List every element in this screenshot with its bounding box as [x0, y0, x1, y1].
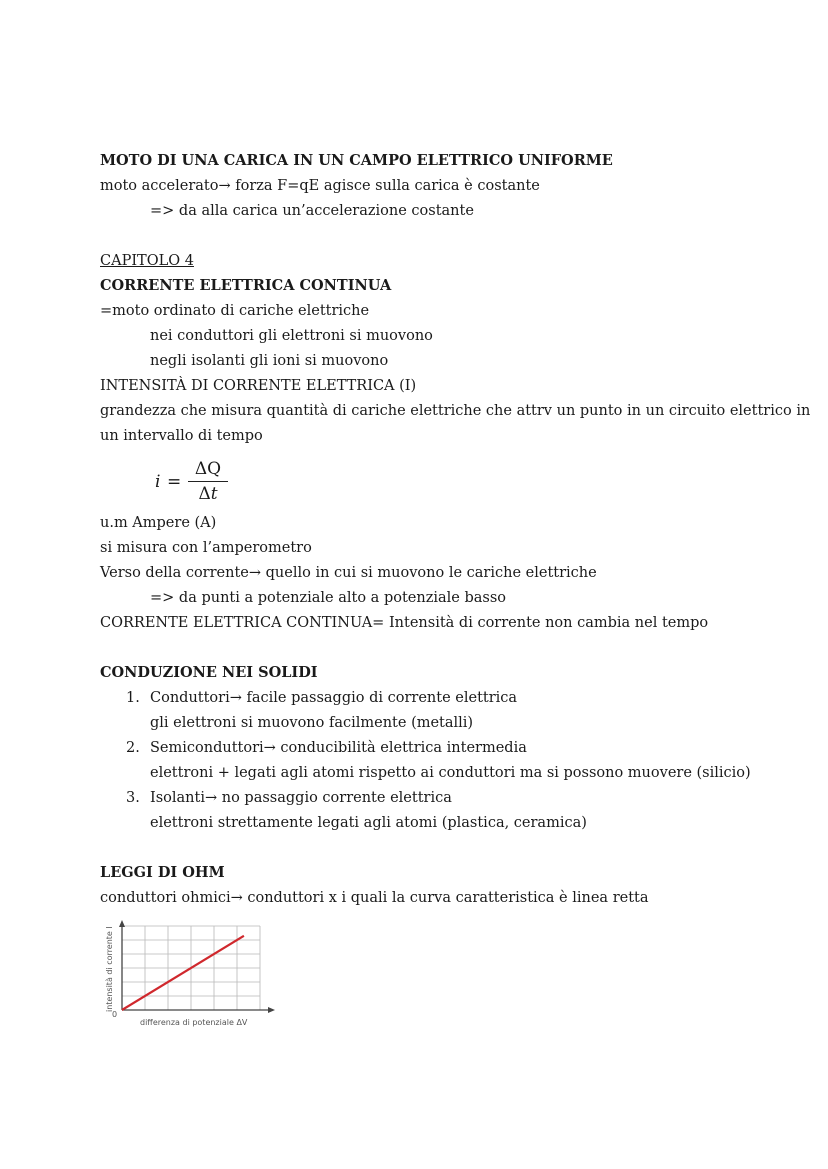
list-item-head: Semiconduttori→ conducibilità elettrica intermedia: [150, 740, 527, 756]
text-line: si misura con l’amperometro: [100, 540, 312, 556]
y-axis-arrow: [119, 920, 125, 927]
text-line: Verso della corrente→ quello in cui si muovono le cariche elettriche: [100, 565, 597, 581]
intensity-title: INTENSITÀ DI CORRENTE ELETTRICA (I): [100, 378, 417, 394]
list-item-sub: elettroni strettamente legati agli atomi (plastica, ceramica): [150, 815, 587, 831]
fraction-bar: [188, 481, 228, 482]
chapter-label: CAPITOLO 4: [100, 253, 194, 269]
text-line: un intervallo di tempo: [100, 428, 263, 444]
text-line: moto accelerato→ forza F=qE agisce sulla carica è costante: [100, 178, 540, 194]
formula-lhs: i: [155, 472, 161, 492]
formula-equals: =: [167, 472, 182, 492]
text-line: => da punti a potenziale alto a potenziale basso: [150, 590, 506, 606]
text-line: =moto ordinato di cariche elettriche: [100, 303, 370, 319]
chart-series: [122, 936, 244, 1010]
chapter-title: CORRENTE ELETTRICA CONTINUA: [100, 277, 392, 294]
text-line: conduttori ohmici→ conduttori x i quali la curva caratteristica è linea retta: [100, 890, 649, 906]
text-line: nei conduttori gli elettroni si muovono: [150, 328, 433, 344]
list-item-sub: gli elettroni si muovono facilmente (metalli): [150, 715, 474, 731]
y-axis-label: intensità di corrente I: [105, 926, 114, 1012]
list-number: 1.: [126, 690, 140, 706]
section-title-conduzione: CONDUZIONE NEI SOLIDI: [100, 664, 318, 681]
list-number: 3.: [126, 790, 140, 806]
list-number: 2.: [126, 740, 140, 756]
text-line: => da alla carica un’accelerazione costante: [150, 203, 474, 219]
formula-delta: Δ: [198, 484, 211, 504]
text-line: negli isolanti gli ioni si muovono: [150, 353, 389, 369]
x-axis-arrow: [268, 1007, 275, 1013]
section-title-moto: MOTO DI UNA CARICA IN UN CAMPO ELETTRICO UNIFORME: [100, 152, 613, 169]
list-item-head: Isolanti→ no passaggio corrente elettrica: [150, 790, 452, 806]
text-line: CORRENTE ELETTRICA CONTINUA= Intensità di corrente non cambia nel tempo: [100, 615, 709, 631]
formula-var: t: [210, 484, 218, 504]
ohm-chart: [100, 918, 285, 1033]
origin-label: 0: [112, 1010, 118, 1019]
section-title-ohm: LEGGI DI OHM: [100, 864, 225, 881]
formula-fraction: [188, 458, 228, 505]
text-line: u.m Ampere (A): [100, 515, 217, 531]
list-item-head: Conduttori→ facile passaggio di corrente elettrica: [150, 690, 518, 706]
formula-numerator: ΔQ: [194, 459, 222, 479]
x-axis-label: differenza di potenziale ΔV: [140, 1018, 248, 1027]
intensity-formula: [155, 458, 245, 508]
formula-denominator: [188, 483, 228, 505]
list-item-sub: elettroni + legati agli atomi rispetto ai conduttori ma si possono muovere (silicio): [150, 765, 751, 781]
series-line: [122, 936, 244, 1010]
text-line: grandezza che misura quantità di cariche elettriche che attrv un punto in un circuito elettrico in: [100, 403, 811, 419]
